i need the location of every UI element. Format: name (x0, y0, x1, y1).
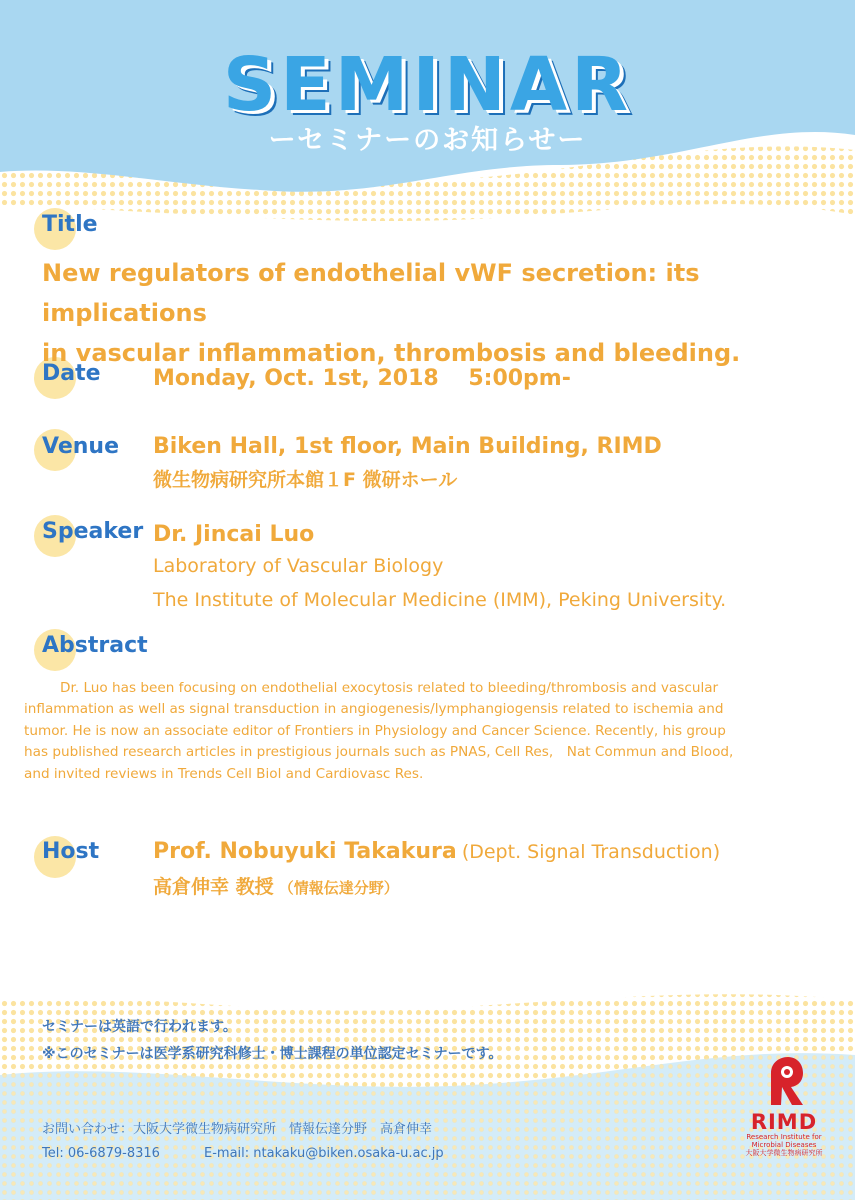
abstract-body (24, 678, 817, 785)
venue-english: Biken Hall, 1st floor, Main Building, RIMD (153, 434, 662, 459)
rimd-logo-mark (763, 1055, 805, 1107)
rimd-logo-name: RIMD (750, 1110, 818, 1134)
date-value: Monday, Oct. 1st, 2018 5:00pm- (153, 366, 571, 391)
speaker-institute: The Institute of Molecular Medicine (IMM), Peking University. (153, 589, 727, 611)
rimd-logo-japanese: 大阪大学微生物病研究所 (745, 1149, 823, 1157)
rimd-logo-english-2: Microbial Diseases (751, 1141, 817, 1149)
host-name: Prof. Nobuyuki Takakura (153, 839, 457, 864)
speaker-name: Dr. Jincai Luo (153, 522, 315, 547)
venue-label: Venue (42, 434, 119, 459)
abstract-line: Dr. Luo has been focusing on endothelial exocytosis related to bleeding/thrombosis and vascular (60, 680, 719, 696)
rimd-logo-english-1: Research Institute for (746, 1133, 822, 1141)
host-department-japanese: （情報伝達分野） (278, 879, 399, 897)
seminar-title-line2: in vascular inflammation, thrombosis and bleeding. (42, 339, 741, 367)
host-name-japanese: 高倉伸幸 教授 (153, 876, 274, 898)
speaker-label: Speaker (42, 519, 144, 544)
language-note: セミナーは英語で行われます。 (42, 1019, 237, 1035)
seminar-title (42, 253, 842, 373)
host-line (153, 839, 720, 864)
host-line-japanese (153, 872, 399, 899)
venue-japanese: 微生物病研究所本館１F 微研ホール (153, 469, 458, 491)
abstract-line: has published research articles in prestigious journals such as PNAS, Cell Res, Nat Commun and Blood, (24, 744, 734, 761)
date-label: Date (42, 361, 101, 386)
abstract-line: and invited reviews in Trends Cell Biol and Cardiovasc Res. (24, 765, 424, 782)
abstract-line: tumor. He is now an associate editor of Frontiers in Physiology and Cancer Science. Recently, his group (24, 722, 726, 739)
seminar-heading: SEMINAR (222, 42, 633, 128)
contact-inquiry: お問い合わせ：大阪大学微生物病研究所 情報伝達分野 高倉伸幸 (42, 1122, 433, 1137)
contact-email: E-mail: ntakaku@biken.osaka-u.ac.jp (204, 1146, 444, 1161)
host-label: Host (42, 839, 100, 864)
title-label: Title (42, 212, 98, 237)
seminar-subheading: ーセミナーのお知らせー (268, 125, 587, 156)
speaker-lab: Laboratory of Vascular Biology (153, 555, 444, 577)
host-department: (Dept. Signal Transduction) (461, 841, 721, 863)
contact-tel: Tel: 06-6879-8316 (42, 1146, 160, 1161)
seminar-title-line1: New regulators of endothelial vWF secretion: its implications (42, 259, 700, 327)
abstract-label: Abstract (42, 633, 148, 658)
abstract-line: inflammation as well as signal transduction in angiogenesis/lymphangiogensis related to ischemia and (24, 701, 724, 718)
credit-note: ※このセミナーは医学系研究科修士・博士課程の単位認定セミナーです。 (42, 1046, 503, 1062)
rimd-logo (738, 1055, 830, 1157)
